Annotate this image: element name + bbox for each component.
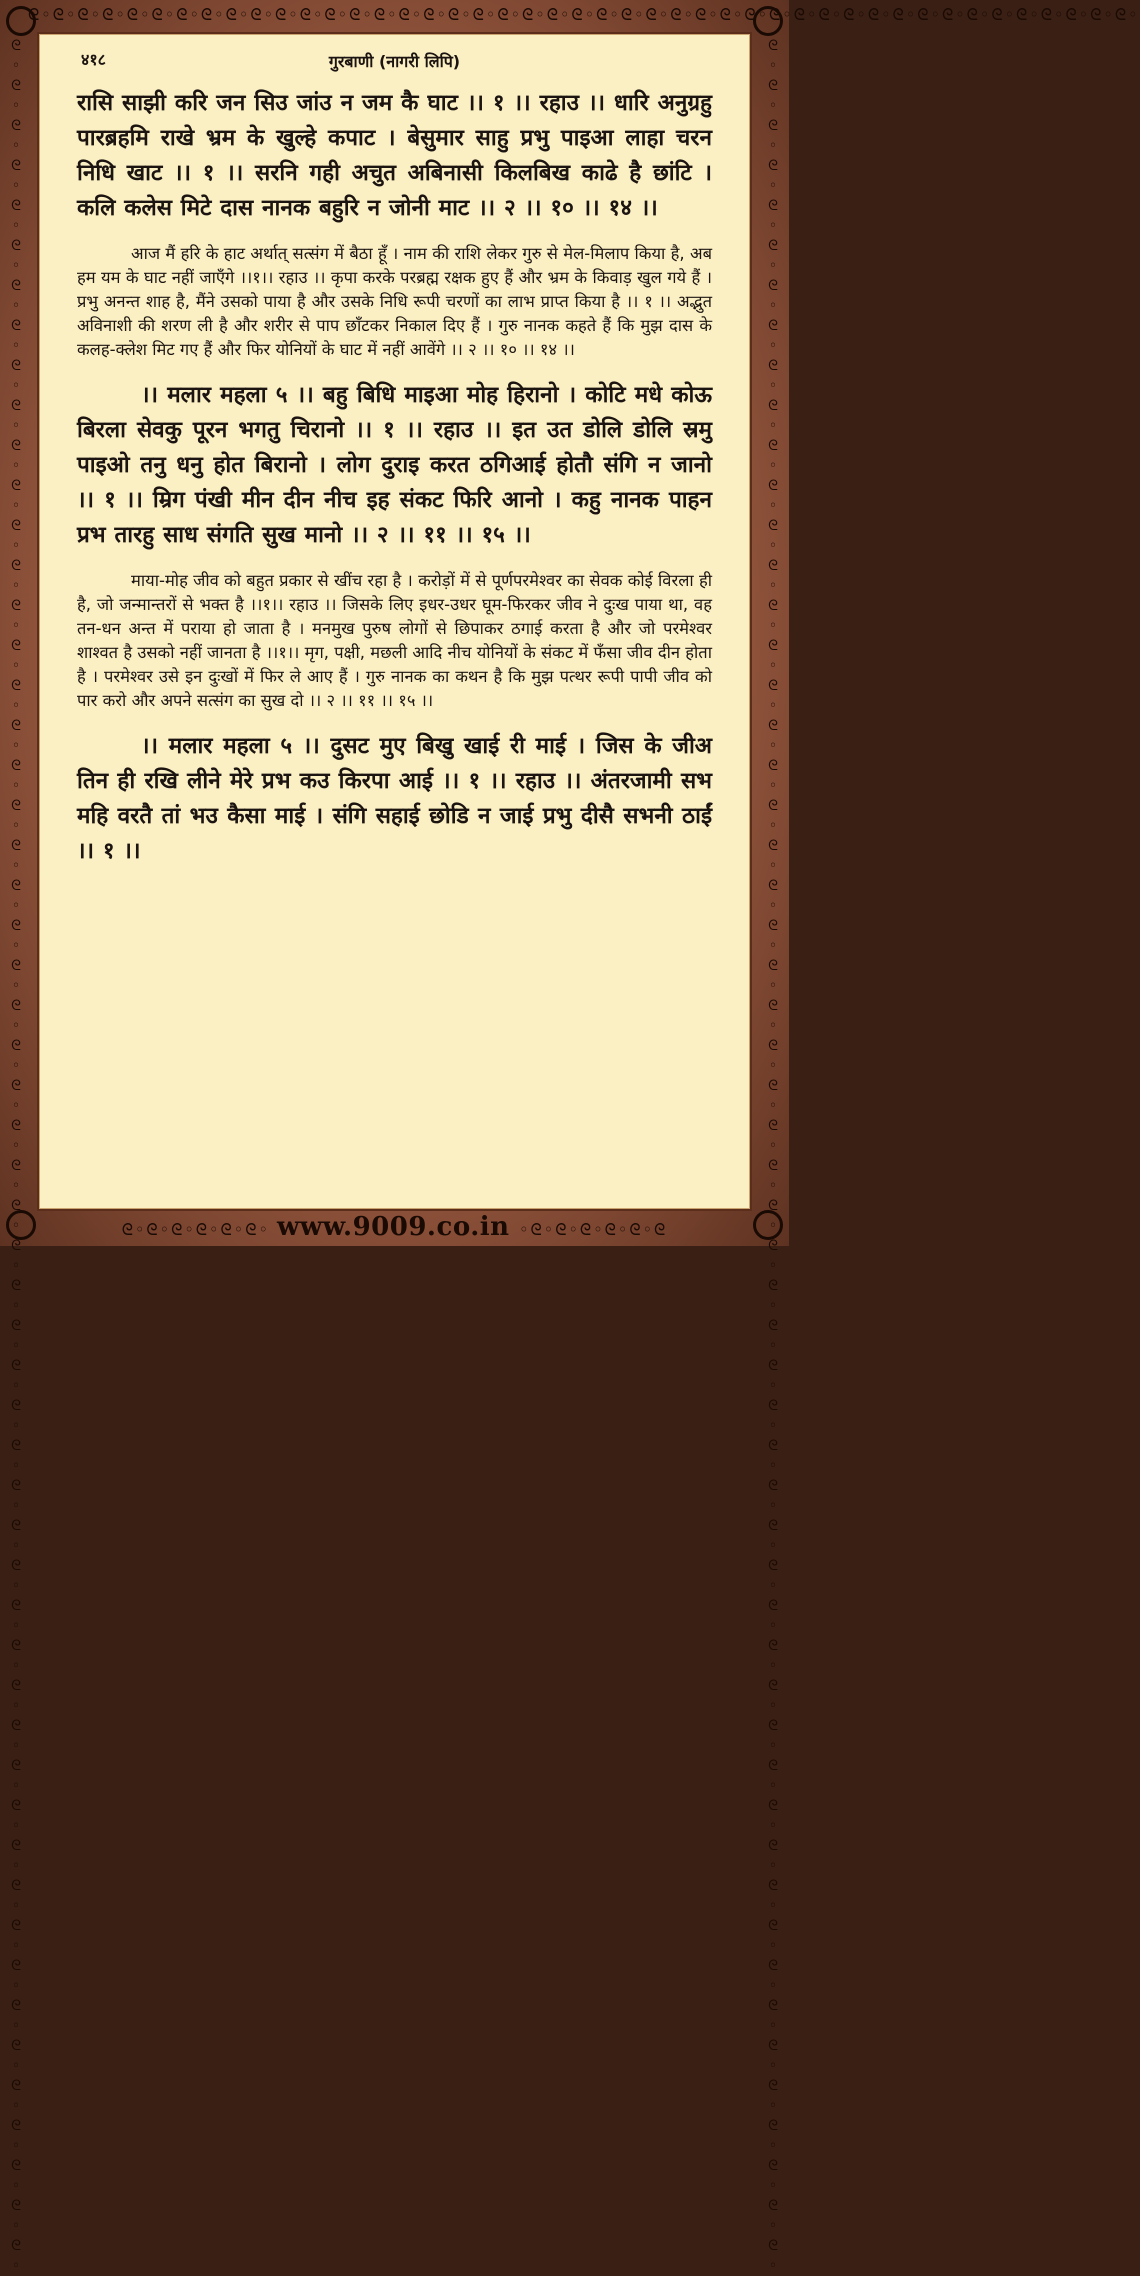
gurbani-verse-1: रासि साझी करि जन सिउ जांउ न जम कै घाट ।। १ ।। रहाउ ।। धारि अनुग्रहु पारब्रहमि राखे भ्रम के खुल्हे कपाट । बेसुमार साहु प्रभु पाइआ लाहा चरन निधि खाट ।। १ ।। सरनि गही अचुत अबिनासी किलबिख काढे है छांटि । कलि कलेस मिटे दास नानक बहुरि न जोनी माट ।। २ ।। १० ।। १४ ।। (77, 90, 712, 221)
book-page (37, 32, 752, 1211)
right-ornament-border: ᘓ◦ᘓ◦ᘓ◦ᘓ◦ᘓ◦ᘓ◦ᘓ◦ᘓ◦ᘓ◦ᘓ◦ᘓ◦ᘓ◦ᘓ◦ᘓ◦ᘓ◦ᘓ◦ᘓ◦ᘓ◦ᘓ◦ᘓ◦ᘓ◦ᘓ◦ᘓ◦ᘓ◦ᘓ◦ᘓ◦ᘓ◦ᘓ◦ᘓ◦ᘓ◦ᘓ◦ᘓ◦ᘓ◦ᘓ◦ᘓ◦ᘓ◦ᘓ◦ᘓ◦ᘓ◦ᘓ◦ᘓ◦ᘓ◦ᘓ◦ᘓ◦ᘓ◦ᘓ◦ᘓ◦ᘓ◦ᘓ◦ᘓ◦ᘓ◦ᘓ◦ᘓ◦ᘓ◦ᘓ◦ᘓ◦ (768, 38, 778, 2274)
left-ornament-border: ᘓ◦ᘓ◦ᘓ◦ᘓ◦ᘓ◦ᘓ◦ᘓ◦ᘓ◦ᘓ◦ᘓ◦ᘓ◦ᘓ◦ᘓ◦ᘓ◦ᘓ◦ᘓ◦ᘓ◦ᘓ◦ᘓ◦ᘓ◦ᘓ◦ᘓ◦ᘓ◦ᘓ◦ᘓ◦ᘓ◦ᘓ◦ᘓ◦ᘓ◦ᘓ◦ᘓ◦ᘓ◦ᘓ◦ᘓ◦ᘓ◦ᘓ◦ᘓ◦ᘓ◦ᘓ◦ᘓ◦ᘓ◦ᘓ◦ᘓ◦ᘓ◦ᘓ◦ᘓ◦ᘓ◦ᘓ◦ᘓ◦ᘓ◦ᘓ◦ᘓ◦ᘓ◦ᘓ◦ᘓ◦ᘓ◦ (11, 38, 21, 2274)
footer-ornament-icon: ◦ᘓ◦ᘓ◦ᘓ◦ᘓ◦ᘓ◦ᘓ (519, 1220, 668, 1239)
corner-ornament-icon (753, 6, 783, 36)
hindi-translation-1: आज मैं हरि के हाट अर्थात् सत्संग में बैठा हूँ । नाम की राशि लेकर गुरु से मेल-मिलाप किया है, अब हम यम के घाट नहीं जाएँगे ।।१।। रहाउ ।। कृपा करके परब्रह्म रक्षक हुए हैं और भ्रम के किवाड़ खुल गये हैं । प्रभु अनन्त शाह है, मैंने उसको पाया है और उसके निधि रूपी चरणों का लाभ प्राप्त किया है ।। १ ।। अद्भुत अविनाशी की शरण ली है और शरीर से पाप छाँटकर निकाल दिए हैं । गुरु नानक कहते हैं कि मुझ दास के कलह-क्लेश मिट गए हैं और फिर योनियों के घाट में नहीं आवेंगे ।। २ ।। १० ।। १४ ।। (77, 244, 712, 359)
footer (0, 1212, 789, 1242)
page-header (77, 48, 712, 70)
hindi-translation-2: माया-मोह जीव को बहुत प्रकार से खींच रहा है । करोड़ों में से पूर्णपरमेश्वर का सेवक कोई विरला ही है, जो जन्मान्तरों से भक्त है ।।१।। रहाउ ।। जिसके लिए इधर-उधर घूम-फिरकर जीव ने दुःख पाया था, वह तन-धन अन्त में पराया हो जाता है । मनमुख पुरुष लोगों से छिपाकर ठगाई करता है और जो परमेश्वर शाश्वत है उसको नहीं जानता है ।।१।। मृग, पक्षी, मछली आदि नीच योनियों के संकट में फँसा जीव दीन होता है । परमेश्वर उसे इन दुःखों में फिर ले आए हैं । गुरु नानक का कथन है कि मुझ पत्थर रूपी पापी जीव को पार करो और अपने सत्संग का सुख दो ।। २ ।। ११ ।। १५ ।। (77, 571, 712, 710)
footer-ornament-icon: ᘓ◦ᘓ◦ᘓ◦ᘓ◦ᘓ◦ᘓ◦ (121, 1220, 277, 1239)
website-link[interactable]: www.9009.co.in (276, 1212, 510, 1242)
corner-ornament-icon (6, 6, 36, 36)
top-ornament-border: ᘓ◦ᘓ◦ᘓ◦ᘓ◦ᘓ◦ᘓ◦ᘓ◦ᘓ◦ᘓ◦ᘓ◦ᘓ◦ᘓ◦ᘓ◦ᘓ◦ᘓ◦ᘓ◦ᘓ◦ᘓ◦ᘓ◦ᘓ◦ᘓ◦ᘓ◦ᘓ◦ᘓ◦ᘓ◦ᘓ◦ᘓ◦ᘓ◦ᘓ◦ᘓ◦ᘓ◦ᘓ◦ᘓ◦ᘓ◦ᘓ◦ᘓ◦ᘓ◦ᘓ◦ᘓ◦ᘓ◦ᘓ◦ᘓ◦ᘓ◦ᘓ◦ᘓ◦ (28, 5, 1140, 24)
page-title: गुरबाणी (नागरी लिपि) (328, 52, 461, 71)
gurbani-verse-3: ।। मलार महला ५ ।। दुसट मुए बिखु खाई री माई । जिस के जीअ तिन ही रखि लीने मेरे प्रभ कउ किरपा आई ।। १ ।। रहाउ ।। अंतरजामी सभ महि वरतै तां भउ कैसा माई । संगि सहाई छोडि न जाई प्रभु दीसै सभनी ठाईं ।। १ ।। (77, 733, 712, 864)
gurbani-verse-2: ।। मलार महला ५ ।। बहु बिधि माइआ मोह हिरानो । कोटि मधे कोऊ बिरला सेवकु पूरन भगतु चिरानो ।। १ ।। रहाउ ।। इत उत डोलि डोलि स्रमु पाइओ तनु धनु होत बिरानो । लोग दुराइ करत ठगिआई होतौ संगि न जानो ।। १ ।। म्रिग पंखी मीन दीन नीच इह संकट फिरि आनो । कहु नानक पाहन प्रभ तारहु साध संगति सुख मानो ।। २ ।। ११ ।। १५ ।। (77, 382, 712, 548)
page-number: ४१८ (81, 50, 106, 69)
